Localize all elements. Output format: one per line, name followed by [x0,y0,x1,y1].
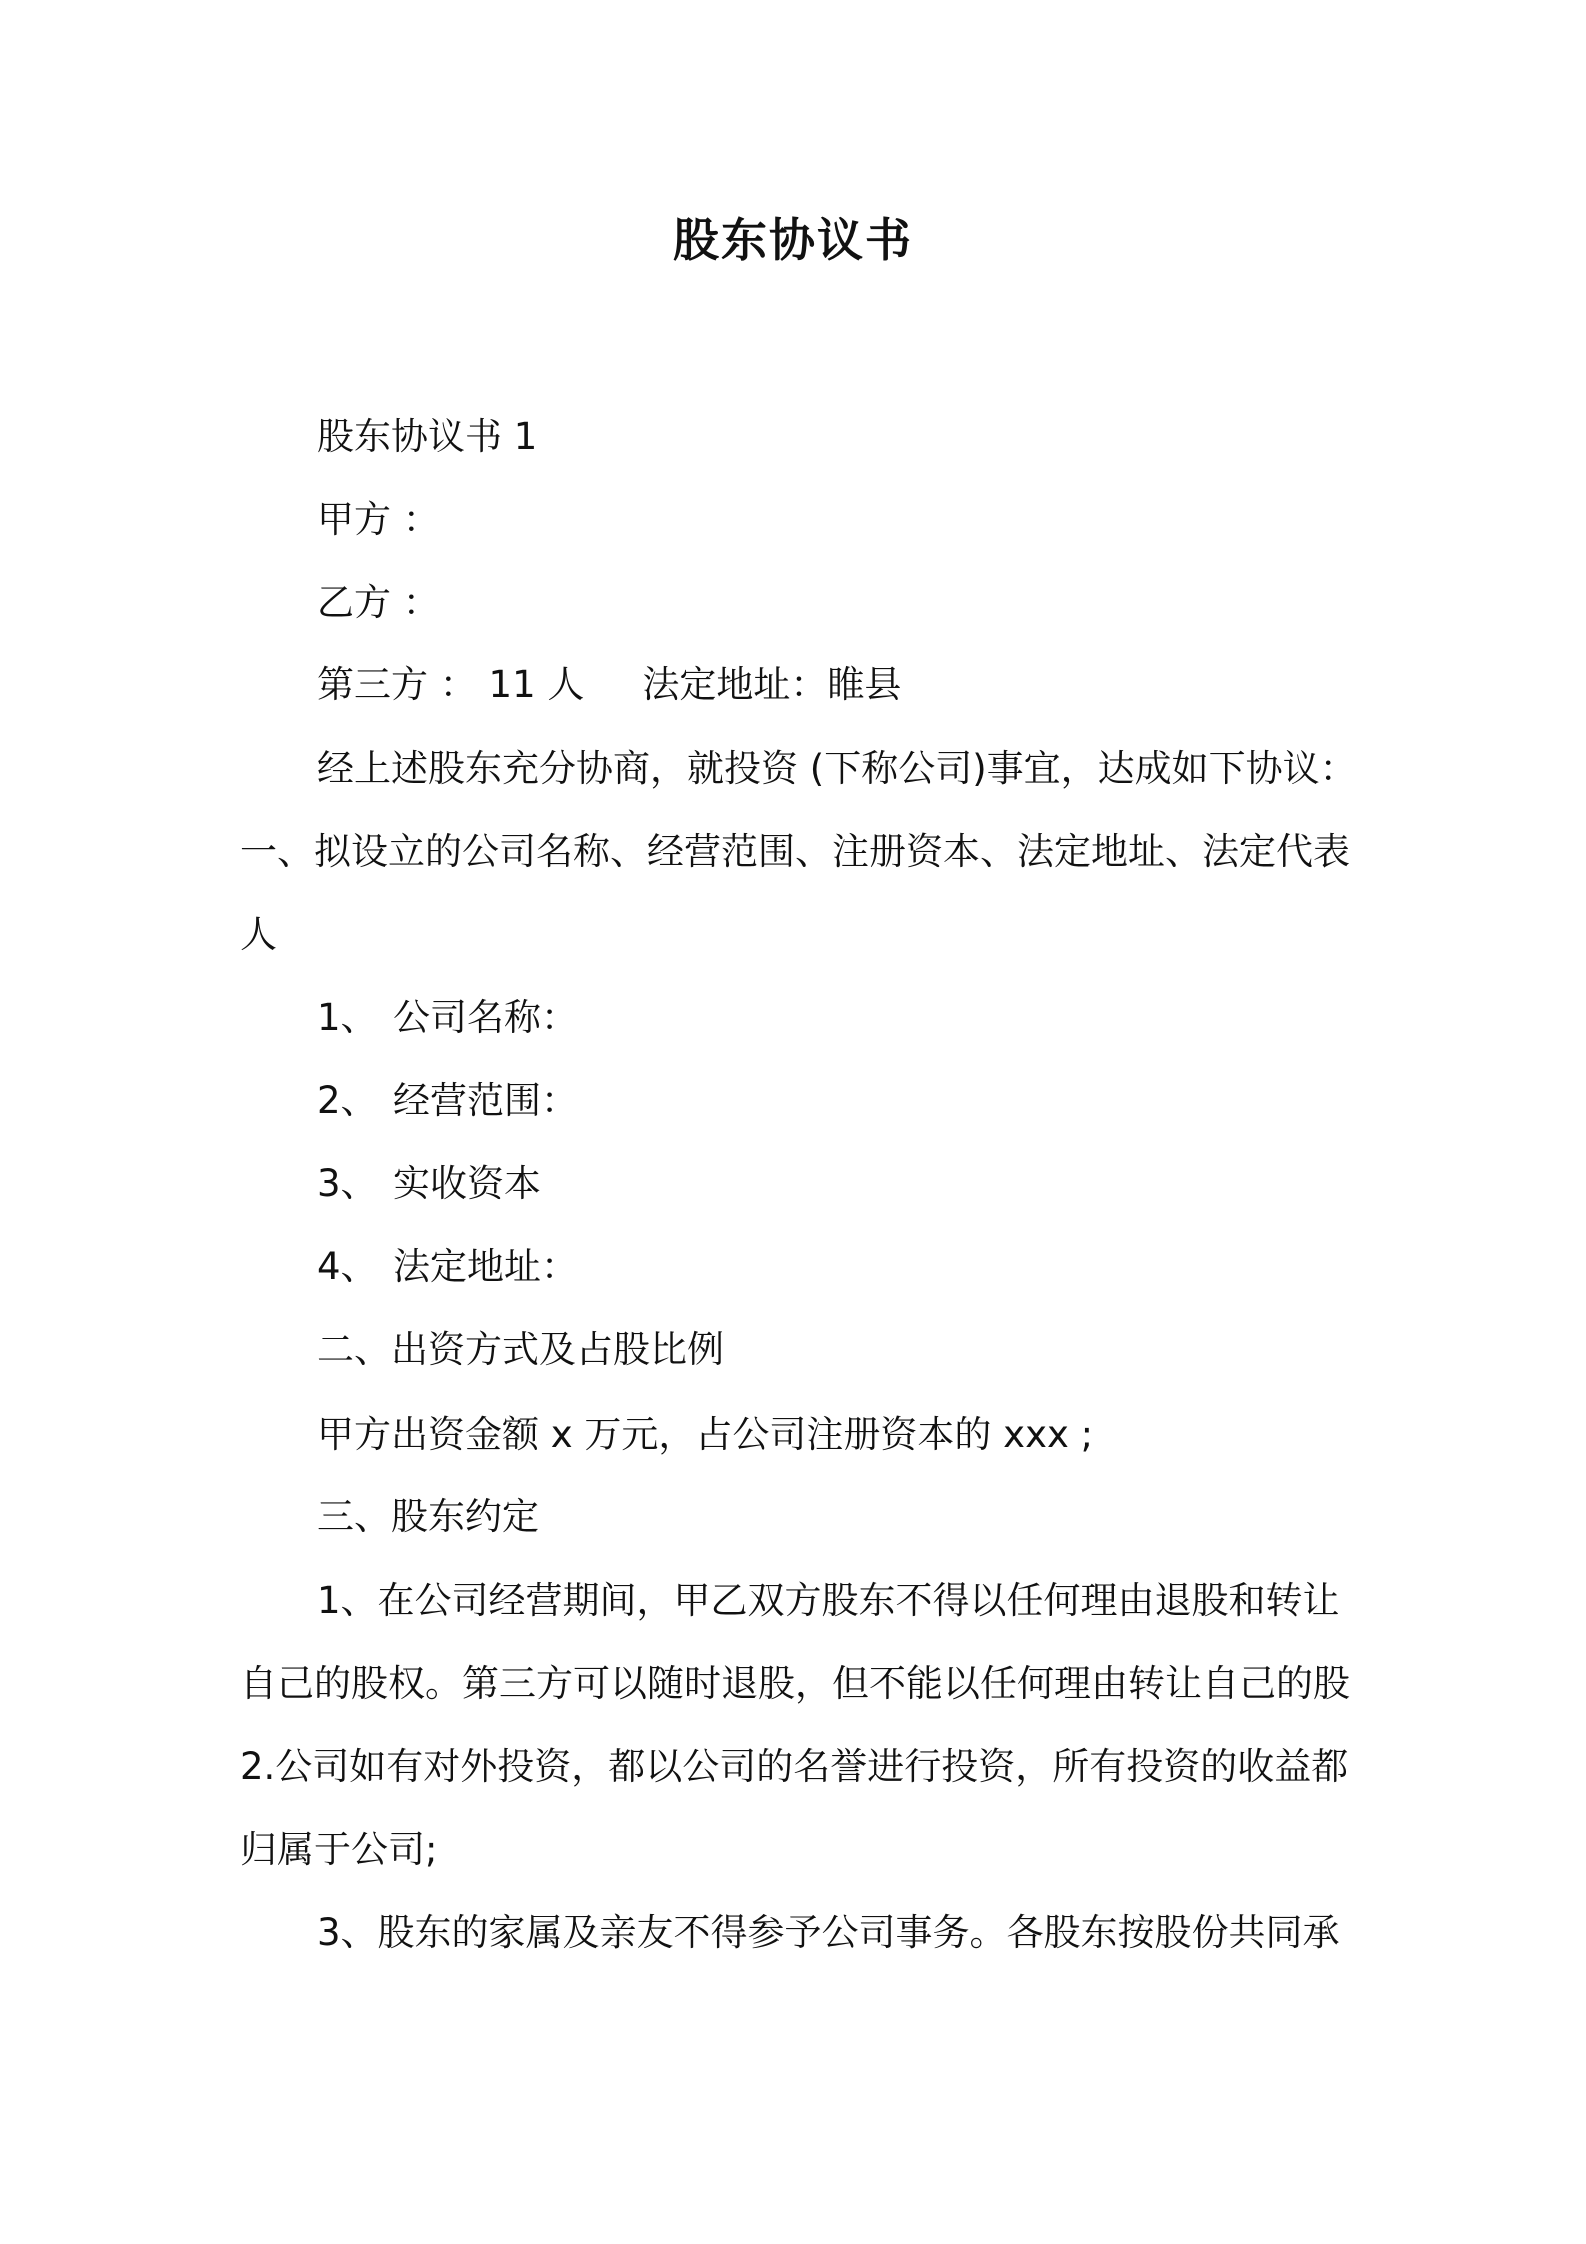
clause-2-line-2: 归属于公司; [240,1828,438,1871]
list-item [317,993,578,1043]
list-item-text: 经营范围： [393,1079,578,1122]
clause-1-line-2: 自己的股权。第三方可以随时退股，但不能以任何理由转让自己的股 [240,1662,1350,1705]
third-party-count: 第三方 ： 11 人 [317,663,585,706]
document-subtitle: 股东协议书 1 [317,415,538,458]
list-item [317,1159,541,1209]
list-item-text: 法定地址： [393,1245,578,1288]
section-2-heading: 二、出资方式及占股比例 [317,1328,724,1371]
clause-1-line-1: 1、在公司经营期间，甲乙双方股东不得以任何理由退股和转让 [317,1579,1340,1622]
section-3-heading: 三、股东约定 [317,1495,539,1538]
list-item [317,1076,578,1126]
contribution-paragraph: 甲方出资金额 x 万元，占公司注册资本的 xxx ; [317,1413,1094,1456]
document-title: 股东协议书 [673,213,913,267]
third-party-line [317,660,901,710]
list-item-number: 4、 [317,1245,378,1288]
section-1-heading: 一、拟设立的公司名称、经营范围、注册资本、法定地址、法定代表 [240,830,1350,873]
list-item [317,1242,578,1292]
clause-2-line-1: 2.公司如有对外投资，都以公司的名誉进行投资，所有投资的收益都 [240,1745,1349,1788]
list-item-number: 1、 [317,996,378,1039]
clause-3-line-1: 3、股东的家属及亲友不得参予公司事务。各股东按股份共同承 [317,1911,1340,1954]
list-item-number: 3、 [317,1162,378,1205]
list-item-text: 公司名称： [393,996,578,1039]
party-a-line: 甲方 ： [317,498,440,541]
list-item-number: 2、 [317,1079,378,1122]
legal-address: 法定地址：睢县 [642,663,902,706]
intro-paragraph: 经上述股东充分协商，就投资 (下称公司)事宜，达成如下协议： [317,747,1357,790]
party-b-line: 乙方 ： [317,581,440,624]
list-item-text: 实收资本 [393,1162,541,1205]
section-1-heading-continued: 人 [240,913,277,956]
